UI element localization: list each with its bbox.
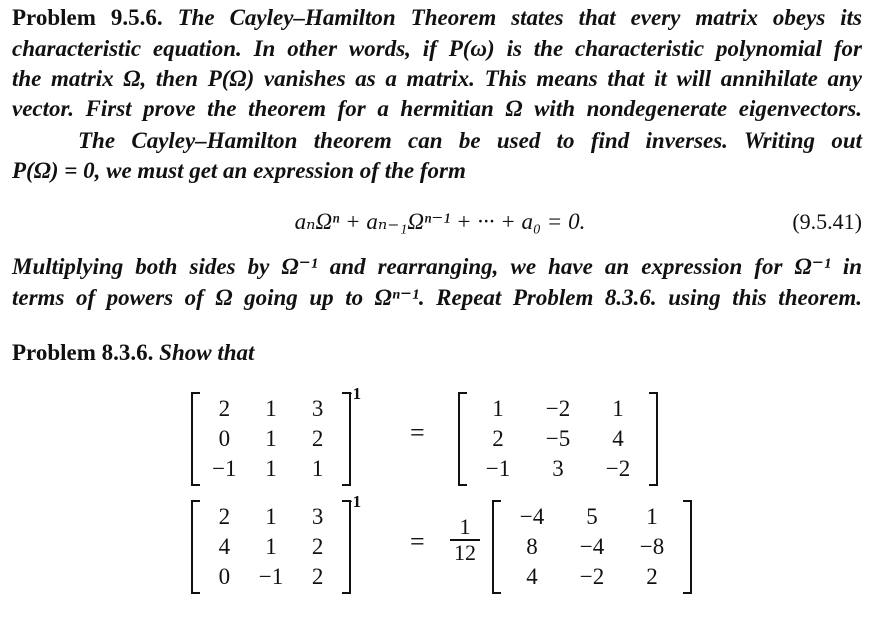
matrix-cell: 1 bbox=[265, 396, 277, 421]
text-line: Multiplying both sides by Ω⁻¹ and rearranging, we have an expression for Ω⁻¹ in bbox=[12, 254, 862, 279]
matrix-cell: 2 bbox=[646, 564, 658, 589]
text-line bbox=[12, 4, 862, 32]
matrix-cell: −4 bbox=[519, 504, 545, 529]
matrix-cell: 0 bbox=[218, 426, 231, 451]
text-line bbox=[12, 339, 862, 367]
matrix-cell: 3 bbox=[552, 456, 564, 481]
matrix-cell: 2 bbox=[218, 504, 231, 529]
matrix-lhs-2 bbox=[191, 500, 351, 594]
text-line: P(Ω) = 0, we must get an expression of the form bbox=[12, 158, 466, 183]
matrix-cell: 1 bbox=[612, 396, 624, 421]
matrix-cell: 2 bbox=[311, 564, 324, 589]
matrix-rhs-2 bbox=[492, 500, 692, 594]
fraction-numerator: 1 bbox=[450, 515, 480, 541]
matrix-cell: 5 bbox=[586, 504, 598, 529]
matrix-cell: −5 bbox=[545, 426, 571, 451]
matrix-cell: 1 bbox=[311, 456, 324, 481]
matrix-cell: −1 bbox=[485, 456, 511, 481]
matrix-cell: −2 bbox=[545, 396, 571, 421]
matrix-cell: 1 bbox=[492, 396, 504, 421]
matrix-cell: 2 bbox=[311, 426, 324, 451]
matrix-cell: −1 bbox=[258, 564, 284, 589]
matrix-cell: 1 bbox=[265, 426, 277, 451]
matrix-cell: −8 bbox=[639, 534, 665, 559]
text-line: the matrix Ω, then P(Ω) vanishes as a matrix. This means that it will annihilate any bbox=[12, 66, 862, 91]
inverse-exponent: −1 bbox=[343, 492, 362, 511]
text-line: vector. First prove the theorem for a hermitian Ω with nondegenerate eigenvectors. bbox=[12, 96, 862, 121]
matrix-cell: 1 bbox=[265, 534, 277, 559]
text-line: terms of powers of Ω going up to Ωⁿ⁻¹. Repeat Problem 8.3.6. using this theorem. bbox=[12, 285, 862, 310]
matrix-cell: 1 bbox=[646, 504, 658, 529]
text-line: characteristic equation. In other words, if P(ω) is the characteristic polynomial for bbox=[12, 36, 862, 61]
matrix-cell: 8 bbox=[526, 534, 538, 559]
matrix-cell: −4 bbox=[579, 534, 605, 559]
fraction-denominator: 12 bbox=[454, 540, 476, 565]
problem-heading: Problem 9.5.6. bbox=[12, 5, 163, 30]
matrix-cell: 3 bbox=[311, 396, 324, 421]
matrix-cell: 4 bbox=[526, 564, 538, 589]
matrix-cell: −2 bbox=[605, 456, 631, 481]
text-line: The Cayley–Hamilton theorem can be used to find inverses. Writing out bbox=[78, 128, 862, 153]
equation: aₙΩⁿ + aₙ₋₁Ωⁿ⁻¹ + ··· + a₀ = 0. bbox=[294, 209, 586, 234]
equals-sign: = bbox=[410, 418, 425, 447]
fraction bbox=[450, 515, 480, 565]
matrix-rhs-1 bbox=[458, 392, 658, 486]
matrix-cell: 2 bbox=[492, 426, 504, 451]
text: The Cayley–Hamilton Theorem states that every matrix obeys its bbox=[177, 5, 862, 30]
equation-number: (9.5.41) bbox=[792, 209, 862, 234]
matrix-cell: 2 bbox=[311, 534, 324, 559]
inverse-exponent: −1 bbox=[343, 384, 362, 403]
matrix-cell: 1 bbox=[265, 504, 277, 529]
text: Show that bbox=[159, 340, 255, 365]
matrix-cell: −2 bbox=[579, 564, 605, 589]
matrix-cell: 4 bbox=[612, 426, 624, 451]
matrix-cell: 0 bbox=[218, 564, 231, 589]
matrix-cell: 3 bbox=[311, 504, 324, 529]
matrix-cell: 2 bbox=[218, 396, 231, 421]
matrix-cell: 4 bbox=[218, 534, 231, 559]
matrix-cell: −1 bbox=[212, 456, 237, 481]
problem-heading: Problem 8.3.6. bbox=[12, 340, 154, 365]
equals-sign: = bbox=[410, 527, 425, 556]
matrix-cell: 1 bbox=[265, 456, 277, 481]
matrix-lhs-1 bbox=[191, 392, 351, 486]
